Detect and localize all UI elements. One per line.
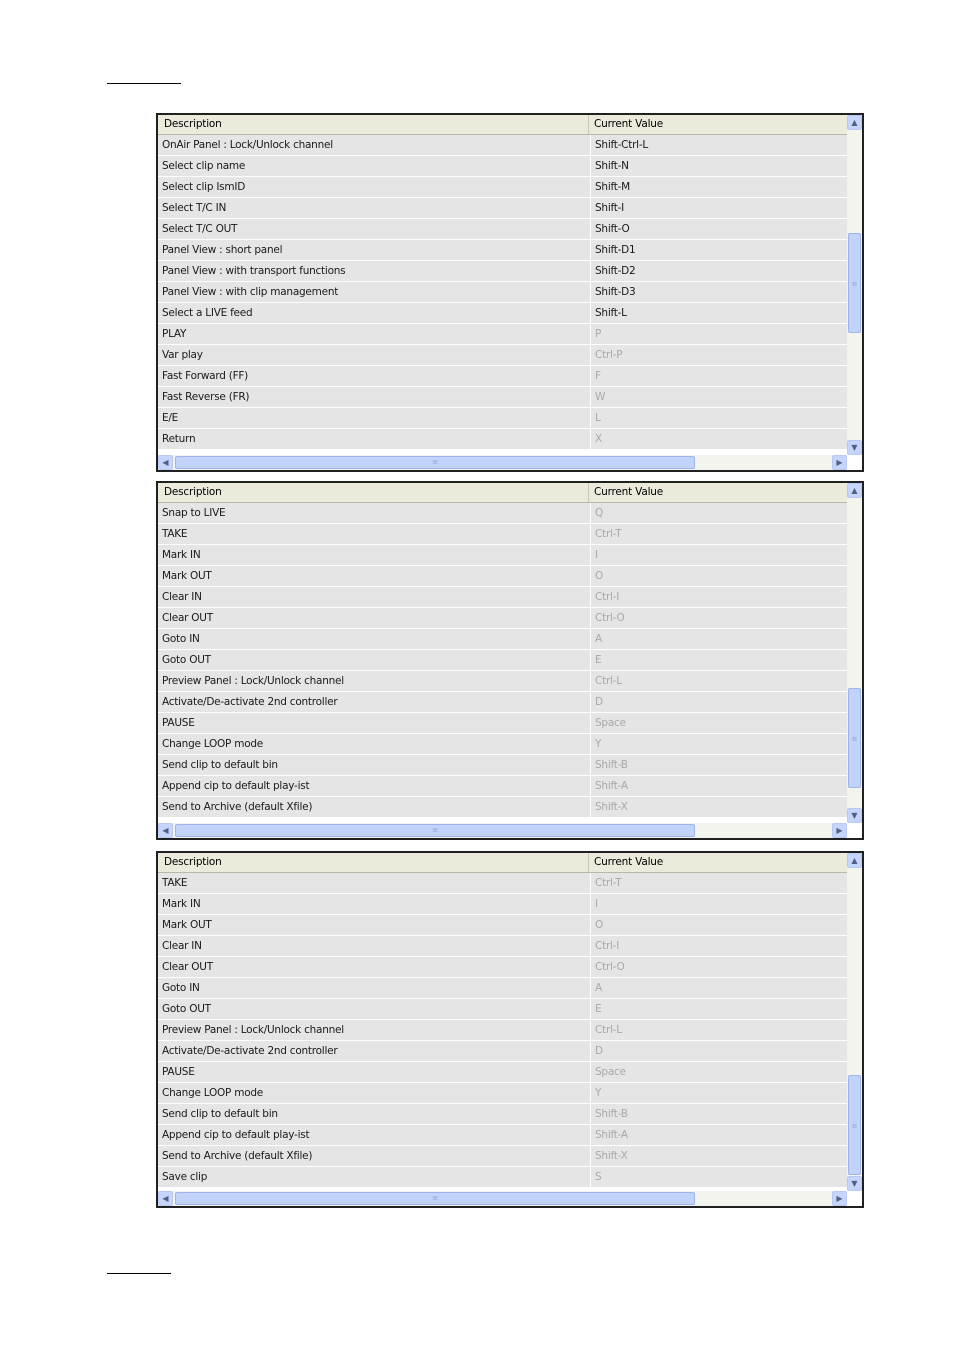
shortcut-row[interactable] xyxy=(158,1125,849,1146)
shortcut-current-value[interactable]: Ctrl-L xyxy=(591,671,849,691)
shortcut-description: Save clip xyxy=(158,1167,591,1187)
scroll-down-button[interactable]: ▼ xyxy=(847,808,862,823)
shortcut-row[interactable] xyxy=(158,524,849,545)
vertical-scroll-thumb[interactable] xyxy=(848,233,861,333)
grip-icon: ≡ xyxy=(851,735,858,743)
shortcut-row[interactable] xyxy=(158,978,849,999)
grip-icon: ≡ xyxy=(432,1194,438,1202)
column-header-current-value[interactable]: Current Value xyxy=(594,486,664,498)
shortcut-current-value[interactable]: Ctrl-I xyxy=(591,587,849,607)
scroll-right-button[interactable]: ▶ xyxy=(832,1191,847,1206)
scroll-left-button[interactable]: ◀ xyxy=(158,455,173,470)
shortcut-row[interactable] xyxy=(158,1041,849,1062)
shortcut-row[interactable] xyxy=(158,387,849,408)
shortcut-description: TAKE xyxy=(158,524,591,544)
shortcut-description: Append cip to default play-ist xyxy=(158,776,591,796)
shortcut-row[interactable] xyxy=(158,915,849,936)
shortcut-description: PAUSE xyxy=(158,1062,591,1082)
shortcut-description: OnAir Panel : Lock/Unlock channel xyxy=(158,135,591,155)
shortcut-current-value[interactable]: Shift-D3 xyxy=(591,282,849,302)
shortcut-current-value[interactable]: Ctrl-O xyxy=(591,608,849,628)
grip-icon: ≡ xyxy=(432,826,438,834)
shortcut-current-value[interactable]: Shift-L xyxy=(591,303,849,323)
shortcut-description: Select clip IsmID xyxy=(158,177,591,197)
scroll-down-button[interactable]: ▼ xyxy=(847,1176,862,1191)
shortcut-current-value[interactable]: Ctrl-O xyxy=(591,957,849,977)
shortcut-description: Select T/C IN xyxy=(158,198,591,218)
shortcut-current-value[interactable]: D xyxy=(591,692,849,712)
shortcut-description: Clear IN xyxy=(158,936,591,956)
shortcut-row[interactable] xyxy=(158,503,849,524)
shortcut-current-value[interactable]: D xyxy=(591,1041,849,1061)
scroll-left-button[interactable]: ◀ xyxy=(158,823,173,838)
horizontal-scroll-thumb[interactable] xyxy=(175,456,695,469)
shortcut-row[interactable] xyxy=(158,1083,849,1104)
scroll-right-button[interactable]: ▶ xyxy=(832,455,847,470)
shortcut-row[interactable] xyxy=(158,650,849,671)
shortcut-description: Clear OUT xyxy=(158,608,591,628)
shortcut-row[interactable] xyxy=(158,1062,849,1083)
shortcut-description: Goto IN xyxy=(158,629,591,649)
scroll-up-button[interactable]: ▲ xyxy=(847,483,862,498)
shortcut-current-value[interactable]: Shift-N xyxy=(591,156,849,176)
shortcut-grid xyxy=(158,853,849,1188)
shortcut-description: Panel View : with transport functions xyxy=(158,261,591,281)
shortcut-description: Goto OUT xyxy=(158,650,591,670)
shortcut-description: Change LOOP mode xyxy=(158,734,591,754)
shortcut-row[interactable] xyxy=(158,303,849,324)
shortcut-row[interactable] xyxy=(158,1146,849,1167)
footer-rule xyxy=(107,1273,171,1274)
shortcut-description: Goto OUT xyxy=(158,999,591,1019)
shortcut-current-value[interactable]: Shift-D1 xyxy=(591,240,849,260)
shortcut-grid xyxy=(158,483,849,818)
scroll-down-button[interactable]: ▼ xyxy=(847,440,862,455)
shortcut-description: Mark IN xyxy=(158,545,591,565)
horizontal-scrollbar[interactable] xyxy=(158,1191,847,1206)
header-rule xyxy=(107,83,181,84)
scroll-up-button[interactable]: ▲ xyxy=(847,853,862,868)
shortcut-row[interactable] xyxy=(158,345,849,366)
shortcut-description: Return xyxy=(158,429,591,449)
shortcut-current-value[interactable]: A xyxy=(591,629,849,649)
shortcut-current-value[interactable]: I xyxy=(591,545,849,565)
shortcut-row[interactable] xyxy=(158,240,849,261)
shortcut-row[interactable] xyxy=(158,671,849,692)
shortcut-description: Append cip to default play-ist xyxy=(158,1125,591,1145)
shortcut-current-value[interactable]: Shift-M xyxy=(591,177,849,197)
shortcut-current-value[interactable]: E xyxy=(591,999,849,1019)
horizontal-scroll-thumb[interactable] xyxy=(175,824,695,837)
shortcut-description: Goto IN xyxy=(158,978,591,998)
shortcut-current-value[interactable]: Shift-I xyxy=(591,198,849,218)
shortcut-description: PLAY xyxy=(158,324,591,344)
shortcut-row[interactable] xyxy=(158,1104,849,1125)
scroll-right-button[interactable]: ▶ xyxy=(832,823,847,838)
shortcut-current-value[interactable]: Shift-X xyxy=(591,797,849,817)
vertical-scrollbar[interactable] xyxy=(847,853,862,1191)
column-header-description[interactable]: Description xyxy=(158,115,589,134)
shortcut-current-value[interactable]: F xyxy=(591,366,849,386)
horizontal-scrollbar[interactable] xyxy=(158,455,847,470)
shortcut-current-value[interactable]: L xyxy=(591,408,849,428)
shortcut-current-value[interactable]: X xyxy=(591,429,849,449)
shortcut-description: Change LOOP mode xyxy=(158,1083,591,1103)
column-header-current-value[interactable]: Current Value xyxy=(594,856,664,868)
vertical-scrollbar[interactable] xyxy=(847,115,862,455)
shortcut-description: Panel View : short panel xyxy=(158,240,591,260)
scroll-left-button[interactable]: ◀ xyxy=(158,1191,173,1206)
shortcut-description: Mark OUT xyxy=(158,566,591,586)
shortcut-current-value[interactable]: Shift-Ctrl-L xyxy=(591,135,849,155)
grip-icon: ≡ xyxy=(851,1122,858,1130)
shortcut-current-value[interactable]: Ctrl-I xyxy=(591,936,849,956)
shortcut-row[interactable] xyxy=(158,755,849,776)
shortcut-current-value[interactable]: I xyxy=(591,894,849,914)
shortcut-row[interactable] xyxy=(158,894,849,915)
shortcut-description: Mark OUT xyxy=(158,915,591,935)
shortcut-current-value[interactable]: Shift-B xyxy=(591,1104,849,1124)
shortcut-current-value[interactable]: O xyxy=(591,566,849,586)
shortcut-row[interactable] xyxy=(158,429,849,450)
column-header-description[interactable]: Description xyxy=(158,483,589,502)
shortcut-description: Clear IN xyxy=(158,587,591,607)
shortcut-current-value[interactable]: Shift-O xyxy=(591,219,849,239)
shortcut-row[interactable] xyxy=(158,713,849,734)
shortcut-current-value[interactable]: Shift-A xyxy=(591,776,849,796)
shortcut-current-value[interactable]: E xyxy=(591,650,849,670)
shortcut-current-value[interactable]: Ctrl-T xyxy=(591,524,849,544)
shortcut-current-value[interactable]: Ctrl-T xyxy=(591,873,849,893)
shortcut-current-value[interactable]: Ctrl-L xyxy=(591,1020,849,1040)
shortcut-current-value[interactable]: Shift-D2 xyxy=(591,261,849,281)
shortcut-description: PAUSE xyxy=(158,713,591,733)
shortcut-row[interactable] xyxy=(158,366,849,387)
shortcut-description: Panel View : with clip management xyxy=(158,282,591,302)
shortcut-description: Clear OUT xyxy=(158,957,591,977)
column-header-current-value[interactable]: Current Value xyxy=(594,118,664,130)
shortcut-description: Var play xyxy=(158,345,591,365)
shortcut-description: Send clip to default bin xyxy=(158,755,591,775)
shortcut-row[interactable] xyxy=(158,566,849,587)
vertical-scroll-thumb[interactable] xyxy=(848,688,861,788)
shortcut-current-value[interactable]: Y xyxy=(591,1083,849,1103)
vertical-scrollbar[interactable] xyxy=(847,483,862,823)
shortcut-current-value[interactable]: Space xyxy=(591,713,849,733)
column-header-row xyxy=(158,115,849,135)
shortcut-current-value[interactable]: Shift-A xyxy=(591,1125,849,1145)
shortcut-description: TAKE xyxy=(158,873,591,893)
shortcut-description: Mark IN xyxy=(158,894,591,914)
shortcut-row[interactable] xyxy=(158,608,849,629)
shortcut-current-value[interactable]: O xyxy=(591,915,849,935)
shortcut-list-panel xyxy=(156,851,864,1208)
shortcut-description: Send to Archive (default Xfile) xyxy=(158,797,591,817)
shortcut-row[interactable] xyxy=(158,734,849,755)
shortcut-list-panel xyxy=(156,481,864,840)
shortcut-row[interactable] xyxy=(158,324,849,345)
shortcut-current-value[interactable]: S xyxy=(591,1167,849,1187)
shortcut-current-value[interactable]: Shift-B xyxy=(591,755,849,775)
shortcut-description: Activate/De-activate 2nd controller xyxy=(158,1041,591,1061)
shortcut-current-value[interactable]: Space xyxy=(591,1062,849,1082)
shortcut-current-value[interactable]: Y xyxy=(591,734,849,754)
shortcut-row[interactable] xyxy=(158,545,849,566)
shortcut-description: Preview Panel : Lock/Unlock channel xyxy=(158,671,591,691)
column-header-row xyxy=(158,483,849,503)
shortcut-description: E/E xyxy=(158,408,591,428)
shortcut-current-value[interactable]: P xyxy=(591,324,849,344)
shortcut-current-value[interactable]: W xyxy=(591,387,849,407)
column-header-row xyxy=(158,853,849,873)
shortcut-row[interactable] xyxy=(158,1167,849,1188)
horizontal-scroll-thumb[interactable] xyxy=(175,1192,695,1205)
shortcut-row[interactable] xyxy=(158,261,849,282)
shortcut-description: Activate/De-activate 2nd controller xyxy=(158,692,591,712)
shortcut-description: Fast Forward (FF) xyxy=(158,366,591,386)
shortcut-row[interactable] xyxy=(158,177,849,198)
shortcut-row[interactable] xyxy=(158,135,849,156)
shortcut-row[interactable] xyxy=(158,198,849,219)
shortcut-list-panel xyxy=(156,113,864,472)
shortcut-row[interactable] xyxy=(158,219,849,240)
shortcut-row[interactable] xyxy=(158,797,849,818)
shortcut-description: Fast Reverse (FR) xyxy=(158,387,591,407)
shortcut-description: Select clip name xyxy=(158,156,591,176)
shortcut-description: Send clip to default bin xyxy=(158,1104,591,1124)
shortcut-grid xyxy=(158,115,849,450)
shortcut-row[interactable] xyxy=(158,587,849,608)
shortcut-description: Preview Panel : Lock/Unlock channel xyxy=(158,1020,591,1040)
shortcut-row[interactable] xyxy=(158,408,849,429)
grip-icon: ≡ xyxy=(432,458,438,466)
shortcut-row[interactable] xyxy=(158,692,849,713)
shortcut-row[interactable] xyxy=(158,999,849,1020)
shortcut-current-value[interactable]: Q xyxy=(591,503,849,523)
shortcut-row[interactable] xyxy=(158,1020,849,1041)
shortcut-row[interactable] xyxy=(158,936,849,957)
shortcut-current-value[interactable]: Ctrl-P xyxy=(591,345,849,365)
horizontal-scrollbar[interactable] xyxy=(158,823,847,838)
shortcut-row[interactable] xyxy=(158,776,849,797)
scroll-up-button[interactable]: ▲ xyxy=(847,115,862,130)
shortcut-row[interactable] xyxy=(158,156,849,177)
vertical-scroll-thumb[interactable] xyxy=(848,1075,861,1175)
shortcut-description: Select T/C OUT xyxy=(158,219,591,239)
column-header-description[interactable]: Description xyxy=(158,853,589,872)
shortcut-current-value[interactable]: Shift-X xyxy=(591,1146,849,1166)
shortcut-row[interactable] xyxy=(158,873,849,894)
shortcut-row[interactable] xyxy=(158,957,849,978)
shortcut-description: Select a LIVE feed xyxy=(158,303,591,323)
shortcut-row[interactable] xyxy=(158,629,849,650)
shortcut-row[interactable] xyxy=(158,282,849,303)
shortcut-current-value[interactable]: A xyxy=(591,978,849,998)
grip-icon: ≡ xyxy=(851,280,858,288)
shortcut-description: Send to Archive (default Xfile) xyxy=(158,1146,591,1166)
shortcut-description: Snap to LIVE xyxy=(158,503,591,523)
